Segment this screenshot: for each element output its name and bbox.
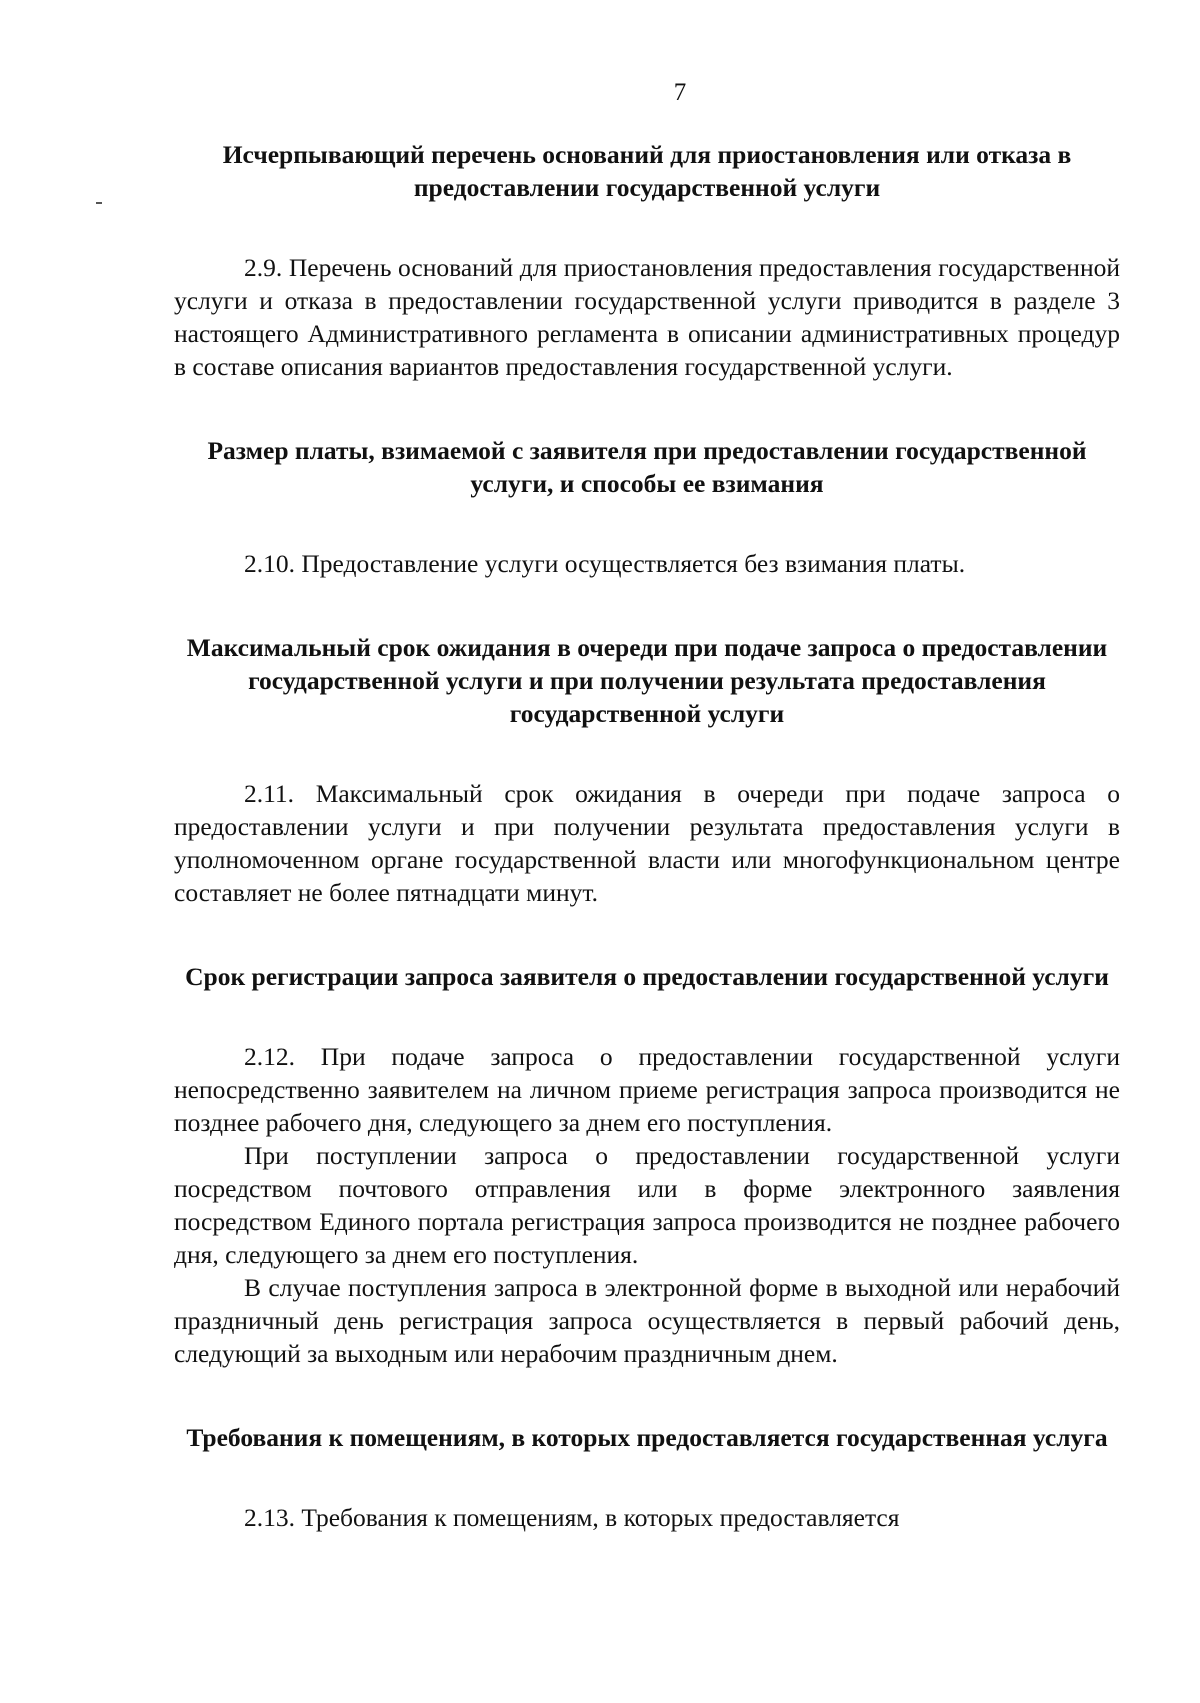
- section-fee: [174, 434, 1120, 580]
- scan-mark: [96, 202, 102, 204]
- section-queue-time: [174, 631, 1120, 909]
- paragraph: 2.9. Перечень оснований для приостановления предоставления государственной услуги и отказа в предоставлении государственной услуги приводится в разделе 3 настоящего Административного регламента в описании административных процедур в составе описания вариантов предоставления государственной услуги.: [174, 253, 1120, 381]
- paragraph: 2.11. Максимальный срок ожидания в очереди при подаче запроса о предоставлении услуги и при получении результата предоставления услуги в уполномоченном органе государственной власти или многофункциональном центре составляет не более пятнадцати минут.: [174, 779, 1120, 907]
- paragraph: 2.12. При подаче запроса о предоставлении государственной услуги непосредственно заявителем на личном приеме регистрация запроса производится не позднее рабочего дня, следующего за днем его поступления.: [174, 1042, 1120, 1137]
- section-heading: Требования к помещениям, в которых предоставляется государственная услуга: [186, 1423, 1108, 1452]
- section-premises-requirements: [174, 1421, 1120, 1534]
- paragraph: 2.13. Требования к помещениям, в которых предоставляется: [244, 1503, 900, 1532]
- paragraph: 2.10. Предоставление услуги осуществляется без взимания платы.: [244, 549, 966, 578]
- page-number: 7: [673, 79, 687, 106]
- section-heading: Размер платы, взимаемой с заявителя при предоставлении государственной услуги, и способы ее взимания: [207, 436, 1087, 498]
- paragraph: В случае поступления запроса в электронной форме в выходной или нерабочий праздничный день регистрация запроса осуществляется в первый рабочий день, следующий за выходным или нерабочим праздничным днем.: [174, 1273, 1120, 1368]
- document-body: [174, 138, 1120, 1534]
- section-grounds-for-refusal: [174, 138, 1120, 383]
- section-heading: Максимальный срок ожидания в очереди при подаче запроса о предоставлении государственной услуги и при получении результата предоставления государственной услуги: [186, 633, 1108, 728]
- section-registration-term: [174, 960, 1120, 1370]
- section-heading: Исчерпывающий перечень оснований для приостановления или отказа в предоставлении государственной услуги: [222, 140, 1072, 202]
- paragraph: При поступлении запроса о предоставлении государственной услуги посредством почтового отправления или в форме электронного заявления посредством Единого портала регистрация запроса производится не позднее рабочего дня, следующего за днем его поступления.: [174, 1141, 1120, 1269]
- section-heading: Срок регистрации запроса заявителя о предоставлении государственной услуги: [185, 962, 1109, 991]
